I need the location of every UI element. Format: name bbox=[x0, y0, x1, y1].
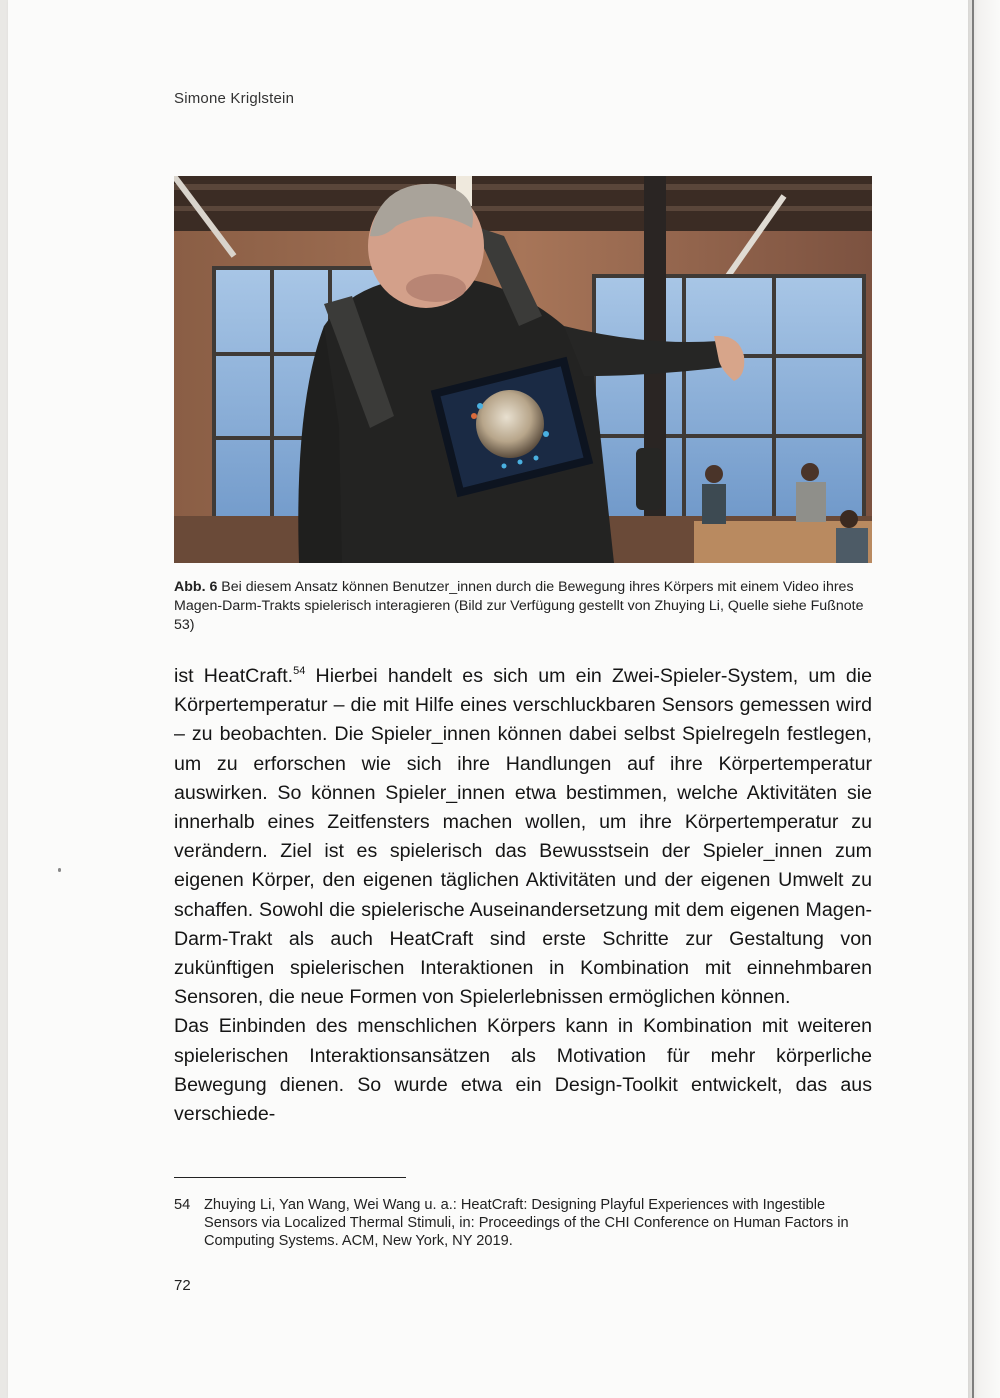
paragraph-1 bbox=[174, 662, 872, 1012]
figure-illustration bbox=[174, 176, 872, 563]
spine-edge bbox=[972, 0, 974, 1398]
page-number: 72 bbox=[174, 1277, 191, 1294]
footnote-divider bbox=[174, 1177, 406, 1178]
running-header-author: Simone Kriglstein bbox=[174, 90, 295, 107]
paper-speck bbox=[58, 868, 61, 872]
caption-text: Bei diesem Ansatz können Benutzer_innen durch die Bewegung ihres Körpers mit einem Video ihres Magen-Darm-Trakts spielerisch interagieren (Bild zur Verfügung gestellt von Zhuying Li, Quelle siehe Fußnote 53) bbox=[174, 579, 864, 633]
paragraph-2: Das Einbinden des menschlichen Körpers kann in Kombination mit weiteren spielerischen Interaktionsansätzen als Motivation für mehr körperliche Bewegung dienen. So wurde etwa ein Design-Toolkit entwickelt, das aus verschiede- bbox=[174, 1015, 872, 1126]
figure-photo bbox=[174, 176, 872, 563]
p1-start: ist HeatCraft. bbox=[174, 665, 294, 687]
body-text bbox=[174, 662, 872, 1129]
footnote-number: 54 bbox=[174, 1197, 191, 1213]
footnote-text: Zhuying Li, Yan Wang, Wei Wang u. a.: HeatCraft: Designing Playful Experiences with Ingestible Sensors via Localized Thermal Stimuli, in: Proceedings of the CHI Conference on Human Factors in Computing Systems. ACM, New York, NY 2019. bbox=[204, 1197, 849, 1249]
figure-caption bbox=[174, 578, 872, 635]
caption-label: Abb. 6 bbox=[174, 579, 218, 595]
footnote-ref: 54 bbox=[293, 665, 306, 677]
p1-rest: Hierbei handelt es sich um ein Zwei-Spieler-System, um die Körpertemperatur – die mit Hilfe eines verschluckbaren Sensors gemessen wird – zu beobachten. Die Spieler_innen können dabei selbst Spielregeln festlegen, um zu erforschen wie sich ihre Handlungen auf ihre Körpertemperatur auswirken. So können Spieler_innen etwa bestimmen, welche Aktivitäten sie innerhalb eines Zeitfensters machen wollen, um ihre Körpertemperatur zu verändern. Ziel ist es spielerisch das Bewusstsein der Spieler_innen zum eigenen Körper, den eigenen täglichen Aktivitäten und der eigenen Umwelt zu schaffen. Sowohl die spielerische Auseinandersetzung mit dem eigenen Magen-Darm-Trakt als auch HeatCraft sind erste Schritte zur Gestaltung von zukünftigen spielerischen Interaktionen in Kombination mit einnehmbaren Sensoren, die neue Formen von Spielerlebnissen ermöglichen können. bbox=[174, 665, 872, 1009]
footnote-54 bbox=[174, 1196, 872, 1250]
